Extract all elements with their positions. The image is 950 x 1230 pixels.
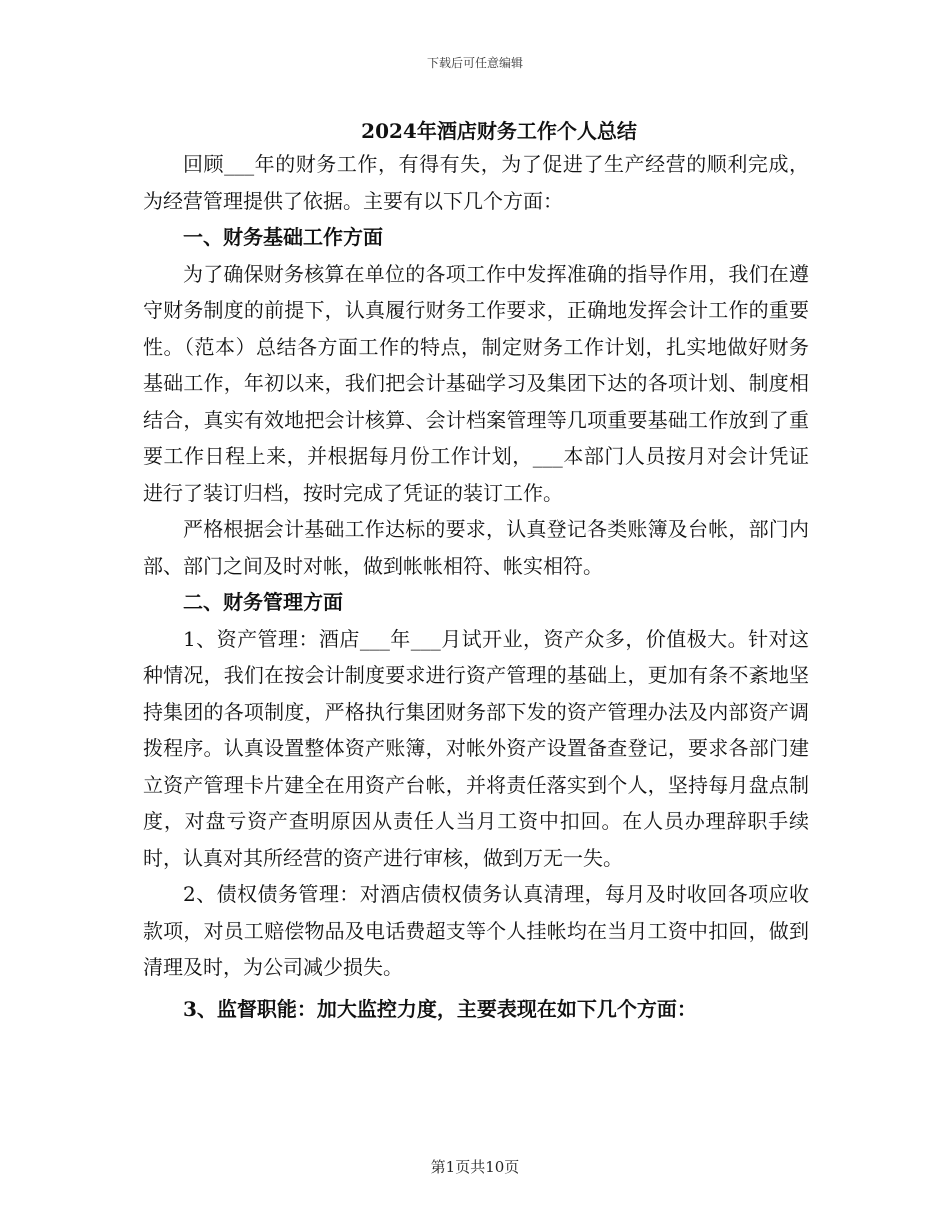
section-1-paragraph-2: 严格根据会计基础工作达标的要求，认真登记各类账簿及台帐，部门内部、部门之间及时对帐，做到帐帐相符、帐实相符。	[143, 517, 809, 578]
section-2-paragraph-1: 1、资产管理：酒店___年___月试开业，资产众多，价值极大。针对这种情况，我们在按会计制度要求进行资产管理的基础上，更加有条不紊地坚持集团的各项制度，严格执行集团财务部下发的资产管理办法及内部资产调拨程序。认真设置整体资产账簿，对帐外资产设置备查登记，要求各部门建立资产管理卡片建全在用资产台帐，并将责任落实到个人，坚持每月盘点制度，对盘亏资产查明原因从责任人当月工资中扣回。在人员办理辞职手续时，认真对其所经营的资产进行审核，做到万无一失。	[143, 626, 809, 870]
page-header-note: 下载后可任意编辑	[426, 56, 523, 70]
page-number: 第1页共10页	[430, 1158, 520, 1176]
section-1-paragraph-1: 为了确保财务核算在单位的各项工作中发挥准确的指导作用，我们在遵守财务制度的前提下，认真履行财务工作要求，正确地发挥会计工作的重要性。（范本）总结各方面工作的特点，制定财务工作计划，扎实地做好财务基础工作，年初以来，我们把会计基础学习及集团下达的各项计划、制度相结合，真实有效地把会计核算、会计档案管理等几项重要基础工作放到了重要工作日程上来，并根据每月份工作计划，___本部门人员按月对会计凭证进行了装订归档，按时完成了凭证的装订工作。	[143, 261, 809, 505]
section-2-heading: 二、财务管理方面	[183, 590, 343, 614]
document-title: 2024年酒店财务工作个人总结	[361, 119, 637, 143]
section-2-subheading-3: 3、监督职能：加大监控力度，主要表现在如下几个方面：	[183, 996, 697, 1021]
intro-paragraph: 回顾___年的财务工作，有得有失，为了促进了生产经营的顺利完成，为经营管理提供了依据。主要有以下几个方面：	[143, 152, 809, 213]
document-body	[143, 146, 809, 1028]
section-2-paragraph-2: 2、债权债务管理：对酒店债权债务认真清理，每月及时收回各项应收款项，对员工赔偿物品及电话费超支等个人挂帐均在当月工资中扣回，做到清理及时，为公司减少损失。	[143, 882, 809, 979]
section-1-heading: 一、财务基础工作方面	[183, 225, 383, 249]
